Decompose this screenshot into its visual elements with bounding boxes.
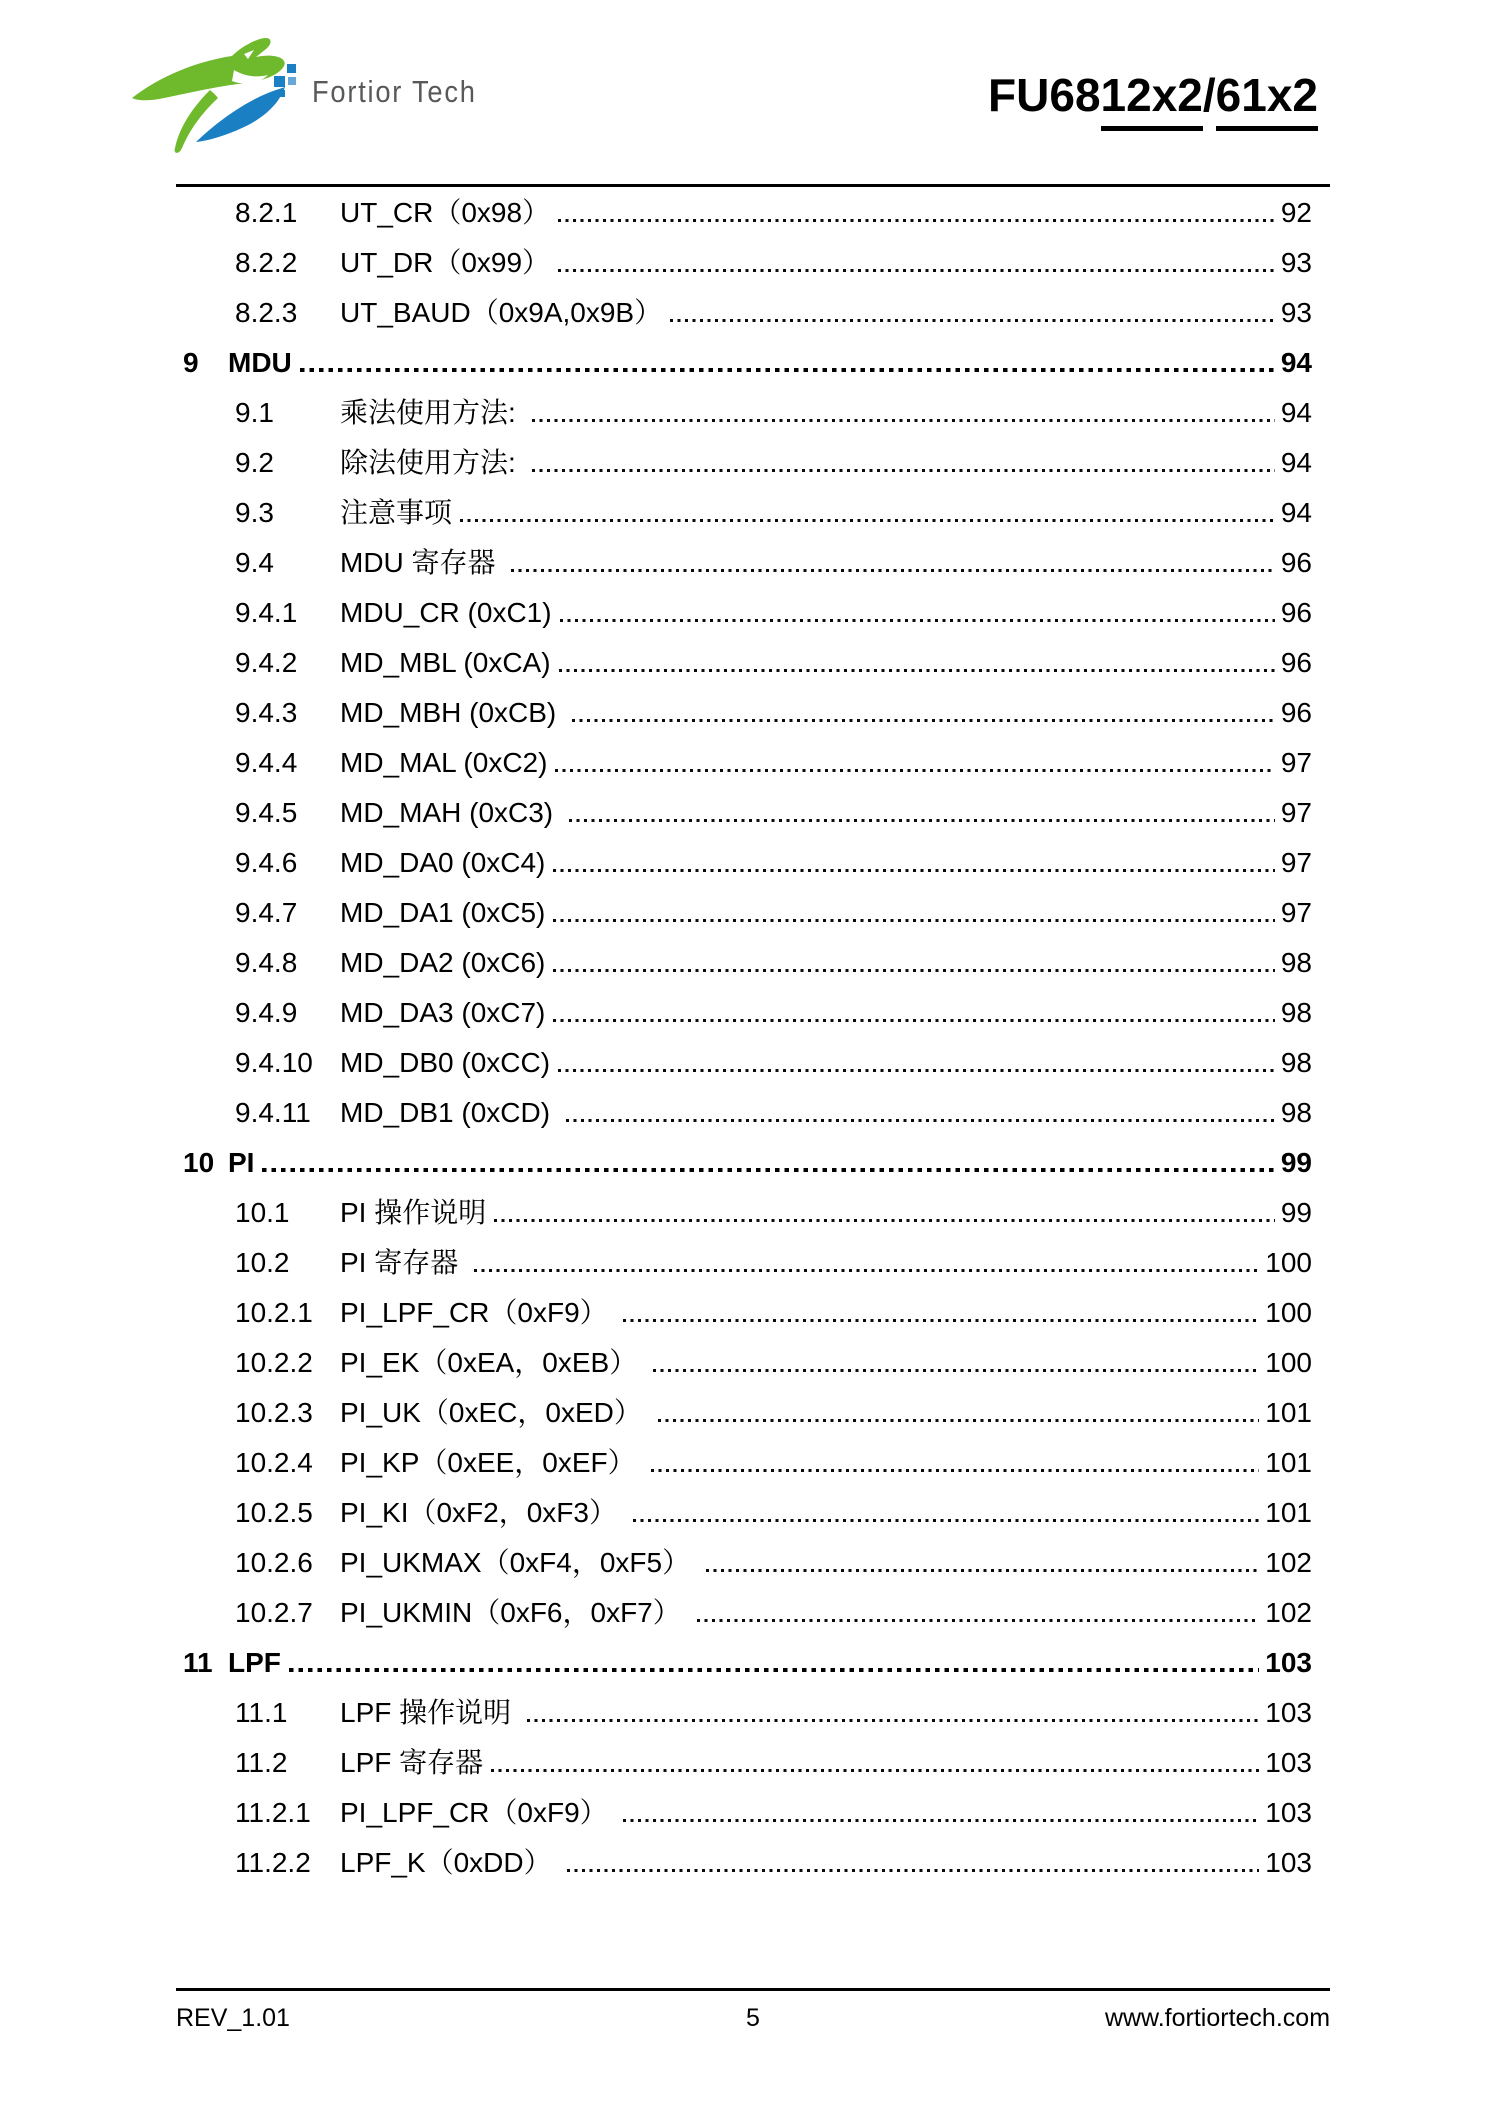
toc-entry-number: 9.4.7 — [235, 897, 298, 928]
toc-entry-number: 10.2.4 — [235, 1447, 313, 1478]
toc-entry-title: PI_EK（0xEA，0xEB） — [340, 1347, 646, 1378]
header-divider — [176, 184, 1330, 187]
toc-entry-page: 97 — [1280, 897, 1312, 928]
toc-entry[interactable] — [176, 1788, 1330, 1838]
toc-entry-title: PI_LPF_CR（0xF9） — [340, 1797, 616, 1828]
toc-dot-leader — [532, 419, 1275, 423]
toc-entry[interactable] — [176, 538, 1330, 588]
toc-dot-leader — [555, 769, 1274, 773]
toc-entry-page: 99 — [1280, 1147, 1312, 1178]
toc-entry-number: 9 — [183, 347, 199, 378]
toc-entry[interactable] — [176, 838, 1330, 888]
toc-entry-title: LPF_K（0xDD） — [340, 1847, 560, 1878]
toc-entry-title: LPF 操作说明 — [340, 1697, 519, 1728]
header-logo-group — [128, 34, 499, 160]
toc-entry-page: 98 — [1280, 997, 1312, 1028]
toc-entry-number: 11.2 — [235, 1747, 288, 1778]
toc-entry-title: UT_BAUD（0x9A,0x9B） — [340, 297, 663, 328]
toc-entry-number: 9.3 — [235, 497, 274, 528]
footer-page-number: 5 — [746, 2003, 760, 2032]
toc-entry-page: 94 — [1280, 347, 1312, 378]
toc-entry[interactable] — [176, 1338, 1330, 1388]
toc-entry[interactable] — [176, 388, 1330, 438]
toc-dot-leader — [527, 1719, 1259, 1723]
toc-entry-title: MDU — [228, 347, 292, 378]
toc-entry-page: 100 — [1265, 1247, 1312, 1278]
toc-entry-page: 98 — [1280, 1097, 1312, 1128]
toc-entry-number: 11 — [183, 1647, 213, 1678]
toc-entry[interactable] — [176, 1488, 1330, 1538]
toc-entry-page: 98 — [1280, 1047, 1312, 1078]
toc-entry-title: PI_UKMIN（0xF6，0xF7） — [340, 1597, 689, 1628]
toc-entry-page: 93 — [1280, 247, 1312, 278]
toc-entry-page: 92 — [1280, 197, 1312, 228]
toc-dot-leader — [558, 269, 1275, 273]
toc-dot-leader — [494, 1219, 1275, 1223]
toc-entry-title: MD_DA3 (0xC7) — [340, 997, 546, 1028]
toc-entry-title: UT_DR（0x99） — [340, 247, 551, 278]
toc-entry-title: MD_DA2 (0xC6) — [340, 947, 546, 978]
toc-dot-leader — [658, 1419, 1260, 1423]
toc-entry-title: UT_CR（0x98） — [340, 197, 551, 228]
toc-entry[interactable] — [176, 238, 1330, 288]
toc-entry[interactable] — [176, 1188, 1330, 1238]
toc-dot-leader — [569, 819, 1275, 823]
toc-dot-leader — [289, 1668, 1259, 1673]
toc-dot-leader — [491, 1769, 1259, 1773]
toc-entry-page: 97 — [1280, 747, 1312, 778]
toc-entry-page: 103 — [1265, 1797, 1312, 1828]
toc-dot-leader — [553, 1019, 1274, 1023]
toc-dot-leader — [651, 1469, 1259, 1473]
footer-divider — [176, 1988, 1330, 1991]
toc-dot-leader — [623, 1319, 1259, 1323]
toc-entry-page: 101 — [1265, 1497, 1312, 1528]
toc-entry-title: PI_UK（0xEC，0xED） — [340, 1397, 650, 1428]
toc-entry-number: 10.2 — [235, 1247, 290, 1278]
toc-entry[interactable] — [176, 288, 1330, 338]
toc-entry-page: 102 — [1265, 1597, 1312, 1628]
title-part-underlined: 12x2 — [1101, 68, 1203, 131]
footer-revision: REV_1.01 — [176, 2003, 290, 2032]
toc-entry-number: 10.2.6 — [235, 1547, 313, 1578]
toc-entry[interactable] — [176, 1288, 1330, 1338]
toc-entry[interactable] — [176, 588, 1330, 638]
toc-entry[interactable] — [176, 1388, 1330, 1438]
title-part-underlined: 61x2 — [1216, 68, 1318, 131]
toc-dot-leader — [706, 1569, 1259, 1573]
toc-entry-page: 103 — [1265, 1747, 1312, 1778]
toc-dot-leader — [460, 519, 1275, 523]
toc-entry-number: 9.4.8 — [235, 947, 298, 978]
toc-entry-number: 9.4.5 — [235, 797, 298, 828]
toc-entry[interactable] — [176, 1088, 1330, 1138]
toc-entry-page: 96 — [1280, 697, 1312, 728]
toc-dot-leader — [558, 1069, 1275, 1073]
toc-dot-leader — [553, 869, 1274, 873]
toc-dot-leader — [553, 919, 1274, 923]
toc-entry-number: 9.2 — [235, 447, 274, 478]
toc-entry[interactable] — [176, 988, 1330, 1038]
toc-entry[interactable] — [176, 788, 1330, 838]
toc-entry[interactable] — [176, 1238, 1330, 1288]
toc-entry-number: 9.1 — [235, 397, 274, 428]
toc-entry-number: 9.4.10 — [235, 1047, 313, 1078]
toc-entry[interactable] — [176, 1138, 1330, 1188]
toc-entry-page: 101 — [1265, 1397, 1312, 1428]
toc-entry-page: 102 — [1265, 1547, 1312, 1578]
toc-entry[interactable] — [176, 938, 1330, 988]
toc-entry-page: 94 — [1280, 497, 1312, 528]
toc-entry-title: PI_LPF_CR（0xF9） — [340, 1297, 616, 1328]
title-part: FU68 — [988, 69, 1101, 121]
toc-dot-leader — [566, 1119, 1275, 1123]
toc-entry-title: PI_KI（0xF2，0xF3） — [340, 1497, 625, 1528]
title-part: / — [1202, 69, 1216, 121]
toc-entry-number: 10.1 — [235, 1197, 290, 1228]
toc-entry-title: MD_MBH (0xCB) — [340, 697, 565, 728]
toc-entry-number: 10.2.1 — [235, 1297, 313, 1328]
toc-entry[interactable] — [176, 1588, 1330, 1638]
toc-entry[interactable] — [176, 1038, 1330, 1088]
toc-entry-title: MD_MAH (0xC3) — [340, 797, 561, 828]
toc-entry-number: 8.2.2 — [235, 247, 298, 278]
toc-entry[interactable] — [176, 188, 1330, 238]
toc-dot-leader — [697, 1619, 1260, 1623]
toc-entry-page: 93 — [1280, 297, 1312, 328]
toc-entry-number: 10.2.2 — [235, 1347, 313, 1378]
toc-dot-leader — [560, 619, 1275, 623]
footer-website[interactable]: www.fortiortech.com — [1104, 2003, 1331, 2032]
toc-entry-number: 9.4.11 — [235, 1097, 311, 1128]
toc-entry[interactable] — [176, 1638, 1330, 1688]
toc-entry-page: 97 — [1280, 847, 1312, 878]
toc-entry-title: 注意事项 — [340, 497, 453, 528]
toc-entry-number: 11.2.2 — [235, 1847, 311, 1878]
toc-entry-title: PI — [228, 1147, 255, 1178]
toc-entry[interactable] — [176, 738, 1330, 788]
toc-entry[interactable] — [176, 688, 1330, 738]
toc-entry-title: MD_MAL (0xC2) — [340, 747, 548, 778]
toc-entry-title: MD_DB0 (0xCC) — [340, 1047, 551, 1078]
toc-entry-title: MD_DB1 (0xCD) — [340, 1097, 558, 1128]
toc-dot-leader — [300, 368, 1275, 373]
toc-dot-leader — [553, 969, 1274, 973]
toc-entry-number: 9.4.1 — [235, 597, 298, 628]
toc-entry-number: 9.4.3 — [235, 697, 298, 728]
toc-entry-page: 97 — [1280, 797, 1312, 828]
toc-entry-title: MDU 寄存器 — [340, 547, 504, 578]
toc-entry[interactable] — [176, 338, 1330, 388]
toc-entry-page: 99 — [1280, 1197, 1312, 1228]
toc-entry-page: 96 — [1280, 647, 1312, 678]
toc-dot-leader — [532, 469, 1275, 473]
toc-entry-page: 100 — [1265, 1297, 1312, 1328]
toc-entry[interactable] — [176, 1688, 1330, 1738]
toc-entry-title: MD_DA0 (0xC4) — [340, 847, 546, 878]
toc-entry-page: 100 — [1265, 1347, 1312, 1378]
toc-entry-title: LPF — [228, 1647, 281, 1678]
toc-entry-number: 8.2.3 — [235, 297, 298, 328]
toc — [176, 188, 1330, 1888]
toc-dot-leader — [558, 219, 1275, 223]
toc-entry-title: 除法使用方法: — [340, 447, 524, 478]
toc-entry-title: MD_MBL (0xCA) — [340, 647, 551, 678]
toc-dot-leader — [511, 569, 1275, 573]
toc-entry-page: 103 — [1265, 1847, 1312, 1878]
toc-entry-title: 乘法使用方法: — [340, 397, 524, 428]
toc-entry-page: 98 — [1280, 947, 1312, 978]
toc-entry-number: 11.1 — [235, 1697, 288, 1728]
toc-dot-leader — [559, 669, 1275, 673]
toc-entry-number: 9.4.9 — [235, 997, 298, 1028]
footer — [176, 1997, 1330, 2039]
toc-entry-title: MDU_CR (0xC1) — [340, 597, 552, 628]
toc-dot-leader — [474, 1269, 1259, 1273]
toc-entry-title: LPF 寄存器 — [340, 1747, 484, 1778]
toc-entry-number: 9.4.6 — [235, 847, 298, 878]
toc-entry-number: 11.2.1 — [235, 1797, 311, 1828]
toc-entry-title: MD_DA1 (0xC5) — [340, 897, 546, 928]
toc-entry-number: 10 — [183, 1147, 215, 1178]
fortior-logo-icon — [128, 34, 298, 160]
toc-entry-number: 9.4.4 — [235, 747, 298, 778]
toc-entry[interactable] — [176, 1838, 1330, 1888]
toc-entry[interactable] — [176, 638, 1330, 688]
toc-entry[interactable] — [176, 438, 1330, 488]
toc-dot-leader — [572, 719, 1275, 723]
toc-entry-title: PI 操作说明 — [340, 1197, 487, 1228]
toc-entry-number: 9.4.2 — [235, 647, 298, 678]
toc-entry-page: 103 — [1265, 1697, 1312, 1728]
toc-entry-page: 94 — [1280, 447, 1312, 478]
document-title — [988, 68, 1318, 131]
toc-entry-page: 96 — [1280, 547, 1312, 578]
toc-entry-page: 101 — [1265, 1447, 1312, 1478]
toc-entry-title: PI_KP（0xEE，0xEF） — [340, 1447, 644, 1478]
toc-dot-leader — [567, 1869, 1259, 1873]
toc-dot-leader — [633, 1519, 1260, 1523]
toc-entry[interactable] — [176, 888, 1330, 938]
toc-entry-title: PI_UKMAX（0xF4，0xF5） — [340, 1547, 698, 1578]
toc-entry-page: 103 — [1265, 1647, 1312, 1678]
toc-entry-page: 96 — [1280, 597, 1312, 628]
toc-entry-page: 94 — [1280, 397, 1312, 428]
toc-dot-leader — [623, 1819, 1259, 1823]
toc-entry-number: 8.2.1 — [235, 197, 298, 228]
toc-entry-number: 10.2.5 — [235, 1497, 313, 1528]
logo-wordmark: Fortior Tech — [312, 74, 477, 109]
toc-dot-leader — [653, 1369, 1259, 1373]
toc-entry-title: PI 寄存器 — [340, 1247, 467, 1278]
toc-dot-leader — [670, 319, 1275, 323]
toc-dot-leader — [262, 1168, 1274, 1173]
toc-entry[interactable] — [176, 1738, 1330, 1788]
toc-entry-number: 10.2.7 — [235, 1597, 313, 1628]
toc-entry[interactable] — [176, 1538, 1330, 1588]
toc-entry-number: 9.4 — [235, 547, 274, 578]
toc-entry-number: 10.2.3 — [235, 1397, 313, 1428]
toc-entry[interactable] — [176, 1438, 1330, 1488]
toc-entry[interactable] — [176, 488, 1330, 538]
